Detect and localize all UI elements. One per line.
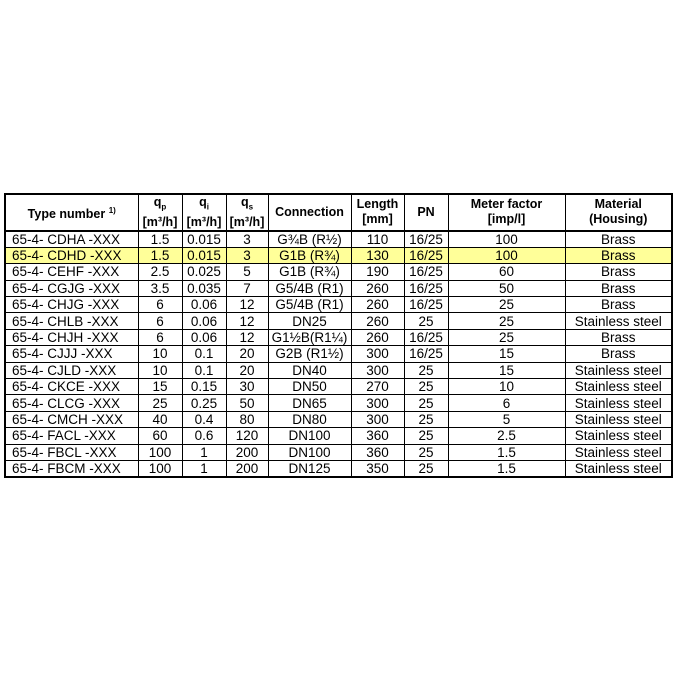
cell-pn: 25 (404, 379, 448, 395)
cell-meter-factor: 10 (448, 379, 565, 395)
header-pn: PN (404, 194, 448, 231)
cell-type-number: 65-4- CGJG -XXX (5, 280, 138, 296)
cell-connection: G¾B (R½) (268, 231, 351, 248)
cell-material: Stainless steel (565, 411, 672, 427)
cell-pn: 16/25 (404, 280, 448, 296)
cell-type-number: 65-4- CKCE -XXX (5, 379, 138, 395)
cell-connection: G1B (R¾) (268, 264, 351, 280)
cell-pn: 25 (404, 411, 448, 427)
cell-connection: DN40 (268, 362, 351, 378)
cell-type-number: 65-4- CHJH -XXX (5, 329, 138, 345)
cell-length: 260 (351, 313, 404, 329)
header-qp (138, 194, 182, 231)
table-row (5, 280, 672, 296)
cell-length: 300 (351, 411, 404, 427)
cell-qs: 50 (226, 395, 268, 411)
table-row (5, 395, 672, 411)
header-qp-unit: [m³/h] (142, 214, 178, 229)
cell-material: Brass (565, 329, 672, 345)
cell-qs: 80 (226, 411, 268, 427)
cell-qp: 100 (138, 444, 182, 460)
cell-connection: G5/4B (R1) (268, 297, 351, 313)
cell-qs: 12 (226, 297, 268, 313)
cell-material: Brass (565, 297, 672, 313)
cell-meter-factor: 1.5 (448, 444, 565, 460)
cell-meter-factor: 15 (448, 362, 565, 378)
header-qs (226, 194, 268, 231)
cell-pn: 16/25 (404, 329, 448, 345)
cell-material: Stainless steel (565, 428, 672, 444)
table-row (5, 329, 672, 345)
header-qi-symbol: q (199, 195, 207, 209)
cell-material: Brass (565, 346, 672, 362)
spec-table-container (4, 193, 671, 478)
cell-qi: 0.1 (182, 346, 226, 362)
header-qi-sub: i (206, 202, 209, 212)
cell-material: Stainless steel (565, 362, 672, 378)
cell-pn: 16/25 (404, 346, 448, 362)
cell-connection: G1B (R¾) (268, 247, 351, 263)
cell-length: 300 (351, 395, 404, 411)
cell-material: Stainless steel (565, 395, 672, 411)
cell-meter-factor: 100 (448, 247, 565, 263)
cell-length: 130 (351, 247, 404, 263)
cell-qs: 20 (226, 362, 268, 378)
cell-qs: 3 (226, 231, 268, 248)
header-qi-unit: [m³/h] (186, 214, 222, 229)
cell-pn: 25 (404, 395, 448, 411)
header-connection: Connection (268, 194, 351, 231)
cell-pn: 25 (404, 460, 448, 477)
cell-length: 360 (351, 428, 404, 444)
header-length-label: Length (356, 197, 399, 212)
header-material (565, 194, 672, 231)
table-row (5, 460, 672, 477)
cell-qp: 100 (138, 460, 182, 477)
cell-type-number: 65-4- CJJJ -XXX (5, 346, 138, 362)
cell-length: 350 (351, 460, 404, 477)
cell-qp: 15 (138, 379, 182, 395)
cell-meter-factor: 25 (448, 313, 565, 329)
cell-pn: 25 (404, 428, 448, 444)
cell-length: 260 (351, 280, 404, 296)
header-length (351, 194, 404, 231)
header-meter-factor-label: Meter factor (470, 197, 543, 212)
cell-qp: 25 (138, 395, 182, 411)
header-qs-symbol: q (240, 195, 249, 209)
cell-qi: 0.06 (182, 313, 226, 329)
cell-qp: 3.5 (138, 280, 182, 296)
cell-type-number: 65-4- CHJG -XXX (5, 297, 138, 313)
cell-type-number: 65-4- CLCG -XXX (5, 395, 138, 411)
header-length-unit: [mm] (362, 212, 393, 227)
cell-qp: 2.5 (138, 264, 182, 280)
cell-meter-factor: 6 (448, 395, 565, 411)
cell-qi: 0.6 (182, 428, 226, 444)
table-row (5, 428, 672, 444)
cell-length: 110 (351, 231, 404, 248)
cell-meter-factor: 2.5 (448, 428, 565, 444)
cell-connection: G1½B(R1¼) (268, 329, 351, 345)
cell-material: Brass (565, 264, 672, 280)
cell-qs: 12 (226, 329, 268, 345)
cell-qs: 3 (226, 247, 268, 263)
cell-type-number: 65-4- FBCL -XXX (5, 444, 138, 460)
cell-connection: DN25 (268, 313, 351, 329)
table-body (5, 231, 672, 478)
cell-qi: 0.1 (182, 362, 226, 378)
cell-pn: 16/25 (404, 264, 448, 280)
cell-qp: 10 (138, 346, 182, 362)
cell-type-number: 65-4- CDHD -XXX (5, 247, 138, 263)
header-type-number-label: Type number (27, 206, 106, 221)
cell-connection: DN50 (268, 379, 351, 395)
cell-qp: 1.5 (138, 247, 182, 263)
cell-material: Brass (565, 280, 672, 296)
cell-qp: 6 (138, 329, 182, 345)
cell-qp: 1.5 (138, 231, 182, 248)
cell-type-number: 65-4- CHLB -XXX (5, 313, 138, 329)
cell-qs: 5 (226, 264, 268, 280)
cell-qs: 120 (226, 428, 268, 444)
table-row (5, 379, 672, 395)
table-row (5, 313, 672, 329)
cell-length: 260 (351, 329, 404, 345)
cell-length: 270 (351, 379, 404, 395)
cell-qp: 10 (138, 362, 182, 378)
cell-type-number: 65-4- FACL -XXX (5, 428, 138, 444)
table-row (5, 411, 672, 427)
header-qi (182, 194, 226, 231)
cell-qs: 30 (226, 379, 268, 395)
cell-meter-factor: 25 (448, 329, 565, 345)
cell-pn: 25 (404, 444, 448, 460)
cell-material: Stainless steel (565, 313, 672, 329)
meter-spec-table (4, 193, 673, 478)
header-qs-sub: s (248, 202, 254, 212)
table-row (5, 297, 672, 313)
footnote-marker: 1) (108, 205, 116, 215)
cell-pn: 25 (404, 362, 448, 378)
cell-qi: 0.035 (182, 280, 226, 296)
cell-qs: 20 (226, 346, 268, 362)
cell-qi: 0.06 (182, 329, 226, 345)
cell-qp: 60 (138, 428, 182, 444)
cell-pn: 16/25 (404, 231, 448, 248)
table-row (5, 346, 672, 362)
cell-length: 190 (351, 264, 404, 280)
table-row (5, 444, 672, 460)
cell-meter-factor: 50 (448, 280, 565, 296)
cell-qi: 0.4 (182, 411, 226, 427)
table-row-highlighted (5, 247, 672, 263)
cell-meter-factor: 15 (448, 346, 565, 362)
header-material-label: Material (594, 197, 642, 212)
header-meter-factor-unit: [imp/l] (487, 212, 526, 227)
cell-connection: G2B (R1½) (268, 346, 351, 362)
cell-length: 300 (351, 362, 404, 378)
cell-qs: 200 (226, 460, 268, 477)
cell-meter-factor: 25 (448, 297, 565, 313)
cell-type-number: 65-4- CJLD -XXX (5, 362, 138, 378)
cell-meter-factor: 5 (448, 411, 565, 427)
cell-qi: 0.025 (182, 264, 226, 280)
cell-connection: DN125 (268, 460, 351, 477)
cell-material: Brass (565, 247, 672, 263)
cell-type-number: 65-4- CMCH -XXX (5, 411, 138, 427)
cell-length: 260 (351, 297, 404, 313)
cell-qi: 0.015 (182, 231, 226, 248)
cell-length: 300 (351, 346, 404, 362)
cell-connection: DN65 (268, 395, 351, 411)
cell-meter-factor: 100 (448, 231, 565, 248)
cell-qi: 1 (182, 460, 226, 477)
cell-meter-factor: 60 (448, 264, 565, 280)
cell-qp: 6 (138, 313, 182, 329)
header-qp-sub: p (161, 202, 167, 212)
cell-qp: 6 (138, 297, 182, 313)
header-qs-unit: [m³/h] (229, 214, 265, 229)
table-row (5, 264, 672, 280)
cell-material: Brass (565, 231, 672, 248)
cell-qi: 0.25 (182, 395, 226, 411)
cell-connection: G5/4B (R1) (268, 280, 351, 296)
cell-connection: DN100 (268, 428, 351, 444)
table-row (5, 362, 672, 378)
cell-connection: DN80 (268, 411, 351, 427)
cell-material: Stainless steel (565, 379, 672, 395)
cell-qp: 40 (138, 411, 182, 427)
cell-length: 360 (351, 444, 404, 460)
header-type-number (5, 194, 138, 231)
cell-meter-factor: 1.5 (448, 460, 565, 477)
header-qp-symbol: q (153, 195, 162, 209)
cell-qi: 1 (182, 444, 226, 460)
cell-qi: 0.06 (182, 297, 226, 313)
cell-qi: 0.015 (182, 247, 226, 263)
cell-pn: 25 (404, 313, 448, 329)
cell-connection: DN100 (268, 444, 351, 460)
cell-pn: 16/25 (404, 297, 448, 313)
cell-qs: 200 (226, 444, 268, 460)
cell-qs: 12 (226, 313, 268, 329)
cell-qs: 7 (226, 280, 268, 296)
header-material-sub: (Housing) (589, 212, 648, 227)
header-row (5, 194, 672, 231)
cell-type-number: 65-4- CEHF -XXX (5, 264, 138, 280)
header-meter-factor (448, 194, 565, 231)
cell-pn: 16/25 (404, 247, 448, 263)
cell-type-number: 65-4- CDHA -XXX (5, 231, 138, 248)
table-row (5, 231, 672, 248)
cell-type-number: 65-4- FBCM -XXX (5, 460, 138, 477)
cell-material: Stainless steel (565, 460, 672, 477)
cell-material: Stainless steel (565, 444, 672, 460)
cell-qi: 0.15 (182, 379, 226, 395)
